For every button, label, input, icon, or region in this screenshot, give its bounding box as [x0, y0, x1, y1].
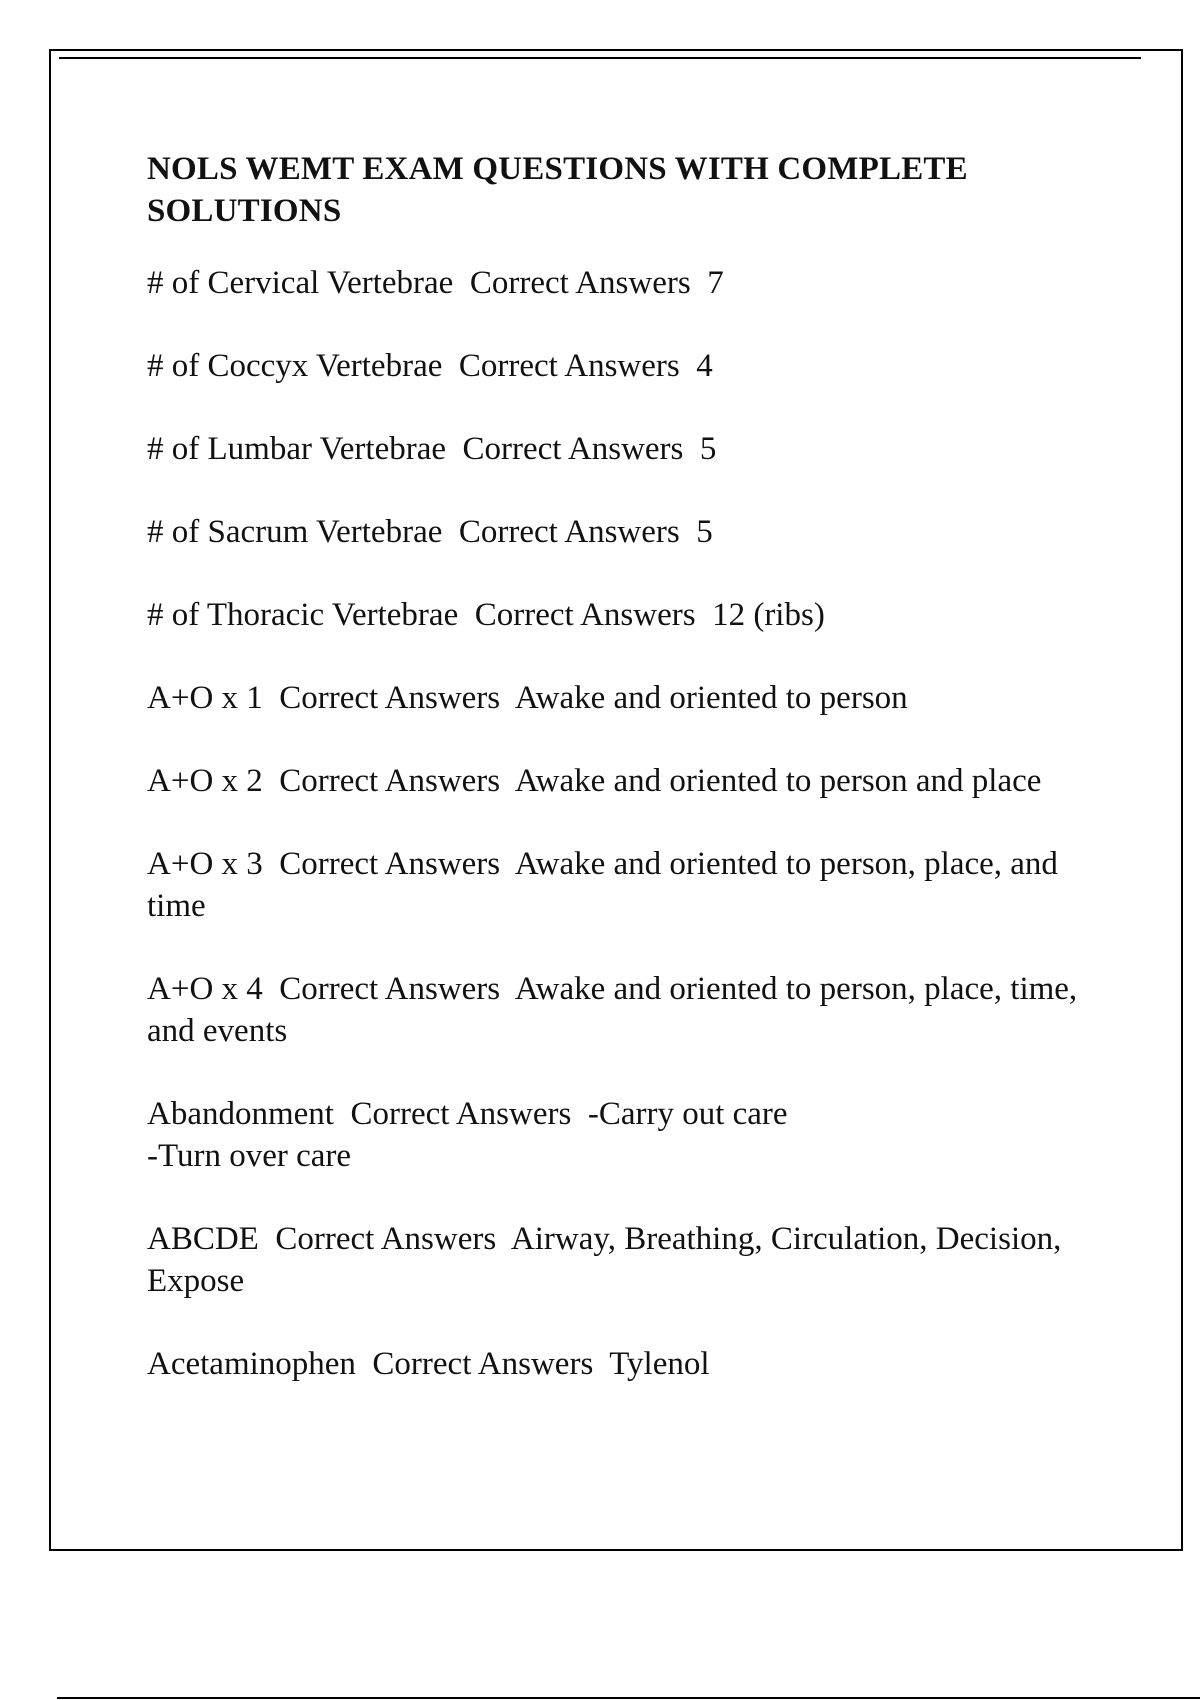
bottom-rule [57, 1697, 1200, 1699]
qa-item-ao-1: A+O x 1 Correct Answers Awake and oriented to person [147, 680, 908, 716]
qa-item-ao-2: A+O x 2 Correct Answers Awake and oriented to person and place [147, 763, 1042, 799]
qa-item-acetaminophen: Acetaminophen Correct Answers Tylenol [147, 1346, 710, 1382]
document-title: NOLS WEMT EXAM QUESTIONS WITH COMPLETE SOLUTIONS [147, 151, 968, 229]
document-content [147, 148, 1107, 1426]
qa-item-abcde: ABCDE Correct Answers Airway, Breathing, Circulation, Decision, Expose [147, 1221, 1070, 1299]
top-rule [59, 57, 1141, 59]
qa-item-lumbar: # of Lumbar Vertebrae Correct Answers 5 [147, 431, 717, 467]
qa-item-ao-3: A+O x 3 Correct Answers Awake and oriented to person, place, and time [147, 846, 1067, 924]
qa-item-ao-4: A+O x 4 Correct Answers Awake and oriented to person, place, time, and events [147, 971, 1086, 1049]
qa-item-cervical: # of Cervical Vertebrae Correct Answers 7 [147, 265, 724, 301]
qa-list [147, 262, 1107, 1385]
page-frame [49, 49, 1183, 1551]
qa-item-abandonment: Abandonment Correct Answers -Carry out care -Turn over care [147, 1096, 788, 1174]
qa-item-coccyx: # of Coccyx Vertebrae Correct Answers 4 [147, 348, 713, 384]
qa-item-sacrum: # of Sacrum Vertebrae Correct Answers 5 [147, 514, 713, 550]
qa-item-thoracic: # of Thoracic Vertebrae Correct Answers 12 (ribs) [147, 597, 825, 633]
